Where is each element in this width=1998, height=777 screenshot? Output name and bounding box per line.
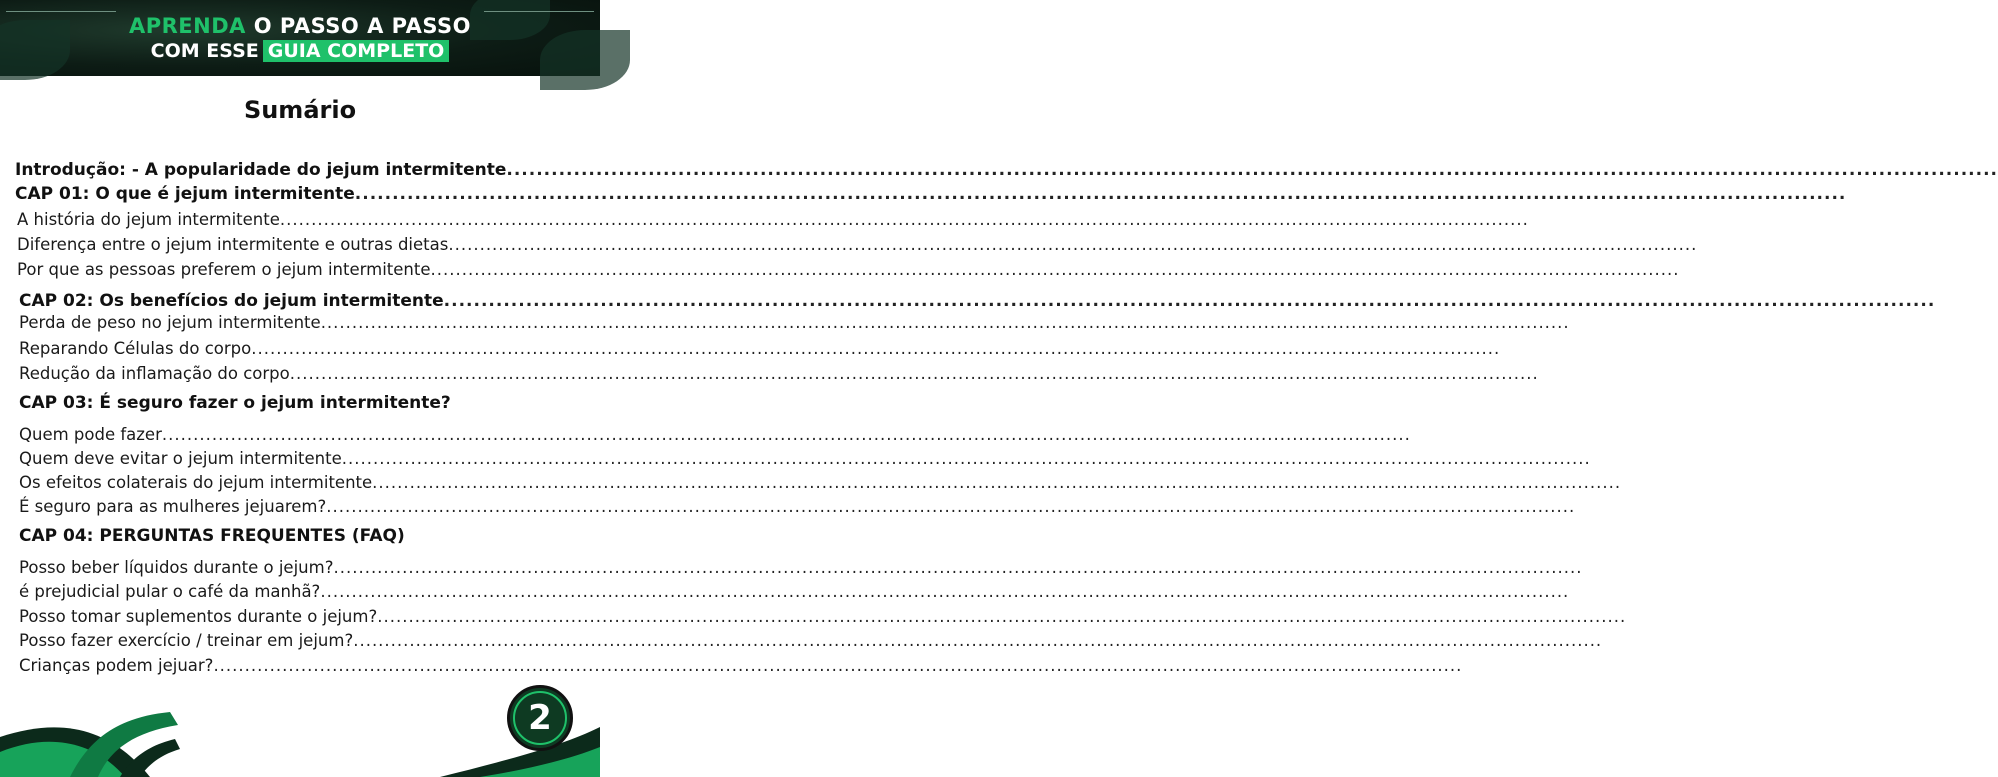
toc-chapter [15,184,1847,208]
toc-leader-dots: ........................................................................................................................................................................................................ [341,449,1591,468]
toc-item [19,582,1570,606]
toc-chapter [19,291,1936,315]
toc-entry-text: Diferença entre o jejum intermitente e outras dietas [17,235,449,254]
toc-item [19,607,1627,631]
page-number-badge [507,685,573,751]
banner-subline-text: COM ESSE [150,40,259,62]
toc-entry-text: Quem deve evitar o jejum intermitente [19,449,342,468]
toc-leader-dots: ........................................................................................................................................................................................................ [372,473,1622,492]
toc-leader-dots: ........................................................................................................................................................................................................ [443,291,1936,311]
toc-item [17,235,1698,259]
toc-leader-dots: ........................................................................................................................................................................................................ [377,607,1627,626]
toc-entry-text: Quem pode fazer [19,425,162,444]
toc-leader-dots: ........................................................................................................................................................................................................ [354,184,1847,204]
toc-entry-text: CAP 01: O que é jejum intermitente [15,184,355,204]
banner-accent-word: APRENDA [128,14,246,38]
toc-chapter [19,393,567,417]
toc-entry-text: Reparando Células do corpo [19,339,252,358]
banner-headline-rest: O PASSO A PASSO [245,14,472,38]
toc-chapter [15,160,1998,184]
toc-entry-text: Por que as pessoas preferem o jejum intermitente [17,260,431,279]
toc-entry-text: Posso tomar suplementos durante o jejum? [19,607,378,626]
toc-entry-text: CAP 04: PERGUNTAS FREQUENTES (FAQ) [19,526,405,546]
toc-entry-text: Os efeitos colaterais do jejum intermitente [19,473,373,492]
toc-item [19,631,1603,655]
toc-item [19,497,1576,521]
toc-entry-text: Posso fazer exercício / treinar em jejum? [19,631,354,650]
toc-leader-dots: ........................................................................................................................................................................................................ [251,339,1501,358]
toc-entry-text: CAP 02: Os benefícios do jejum intermitente [19,291,444,311]
toc-leader-dots: ........................................................................................................................................................................................................ [430,260,1680,279]
toc-entry-text: Introdução: - A popularidade do jejum intermitente [15,160,507,180]
toc-entry-text: Perda de peso no jejum intermitente [19,313,321,332]
toc-leader-dots: ........................................................................................................................................................................................................ [448,235,1698,254]
toc-item [19,339,1501,363]
page-title: Sumário [243,96,357,124]
toc-leader-dots: ........................................................................................................................................................................................................ [353,631,1603,650]
toc-item [19,473,1622,497]
toc-entry-text: Redução da inflamação do corpo [19,364,290,383]
toc-entry-text: Crianças podem jejuar? [19,656,214,675]
page-number: 2 [513,691,567,745]
toc-chapter [19,526,567,550]
toc-leader-dots: ........................................................................................................................................................................................................ [333,558,1583,577]
toc-item [19,425,1411,449]
toc-leader-dots: ........................................................................................................................................................................................................ [320,582,1570,601]
toc-item [19,364,1539,388]
toc-entry-text: É seguro para as mulheres jejuarem? [19,497,327,516]
toc-item [17,210,1529,234]
toc-entry-text: CAP 03: É seguro fazer o jejum intermitente? [19,393,451,413]
toc-item [19,449,1591,473]
toc-leader-dots: ........................................................................................................................................................................................................ [320,313,1570,332]
toc-item [17,260,1680,284]
banner-highlight: GUIA COMPLETO [263,40,450,62]
toc-leader-dots: ........................................................................................................................................................................................................ [289,364,1539,383]
toc-entry-text: A história do jejum intermitente [17,210,280,229]
toc-leader-dots: ........................................................................................................................................................................................................ [213,656,1463,675]
toc-leader-dots: ........................................................................................................................................................................................................ [506,160,1998,180]
toc-entry-text: Posso beber líquidos durante o jejum? [19,558,334,577]
toc-leader-dots: ........................................................................................................................................................................................................ [161,425,1411,444]
toc-item [19,313,1570,337]
toc-leader-dots: ........................................................................................................................................................................................................ [326,497,1576,516]
toc-entry-text: é prejudicial pular o café da manhã? [19,582,321,601]
toc-item [19,558,1583,582]
toc-leader-dots: ........................................................................................................................................................................................................ [279,210,1529,229]
